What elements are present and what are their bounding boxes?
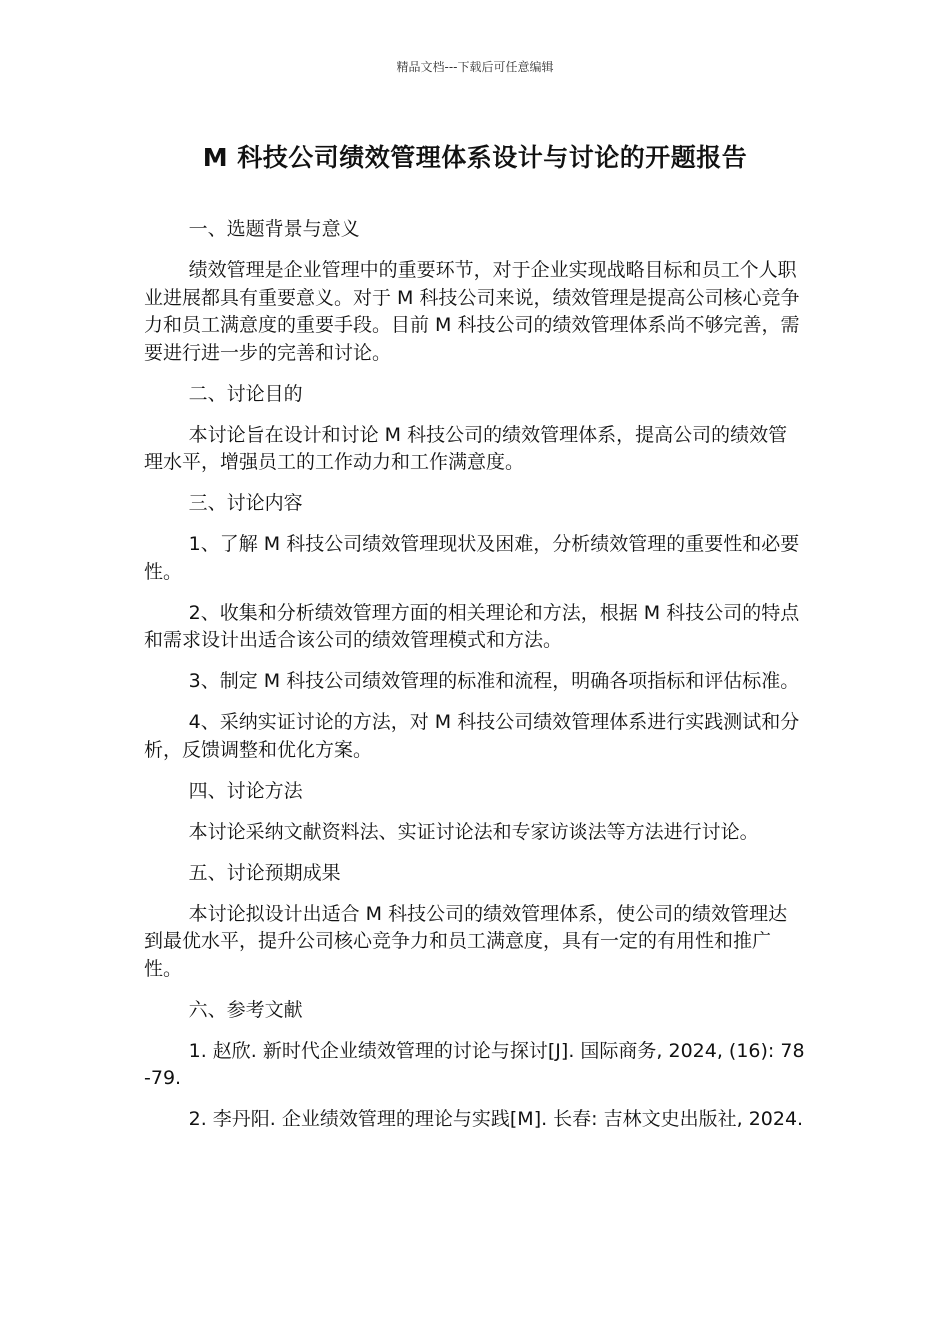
reference-1: 1. 赵欣. 新时代企业绩效管理的讨论与探讨[J]. 国际商务, 2024, (16): 78-79. bbox=[144, 1039, 805, 1089]
section-heading-outcomes: 五、讨论预期成果 bbox=[188, 861, 341, 884]
content-item-1: 1、了解 M 科技公司绩效管理现状及困难，分析绩效管理的重要性和必要性。 bbox=[144, 533, 800, 583]
section-heading-background: 一、选题背景与意义 bbox=[188, 218, 360, 240]
paragraph-method: 本讨论采纳文献资料法、实证讨论法和专家访谈法等方法进行讨论。 bbox=[188, 820, 759, 843]
paragraph-outcomes: 本讨论拟设计出适合 M 科技公司的绩效管理体系，使公司的绩效管理达到最优水平，提升公司核心竞争力和员工满意度，具有一定的有用性和推广性。 bbox=[144, 902, 788, 980]
document-body bbox=[144, 216, 806, 1147]
header-note: 精品文档---下载后可任意编辑 bbox=[396, 60, 554, 74]
content-item-2: 2、收集和分析绩效管理方面的相关理论和方法，根据 M 科技公司的特点和需求设计出适合该公司的绩效管理模式和方法。 bbox=[144, 601, 800, 651]
content-item-3: 3、制定 M 科技公司绩效管理的标准和流程，明确各项指标和评估标准。 bbox=[188, 670, 800, 692]
document-title: M 科技公司绩效管理体系设计与讨论的开题报告 bbox=[202, 143, 748, 172]
section-heading-references: 六、参考文献 bbox=[188, 998, 303, 1021]
content-item-4: 4、采纳实证讨论的方法，对 M 科技公司绩效管理体系进行实践测试和分析，反馈调整和优化方案。 bbox=[144, 711, 800, 761]
section-heading-purpose: 二、讨论目的 bbox=[188, 382, 303, 405]
section-heading-method: 四、讨论方法 bbox=[188, 779, 303, 802]
paragraph-purpose: 本讨论旨在设计和讨论 M 科技公司的绩效管理体系，提高公司的绩效管理水平，增强员工的工作动力和工作满意度。 bbox=[144, 423, 788, 473]
section-heading-content: 三、讨论内容 bbox=[188, 492, 303, 514]
paragraph-background: 绩效管理是企业管理中的重要环节，对于企业实现战略目标和员工个人职业进展都具有重要意义。对于 M 科技公司来说，绩效管理是提高公司核心竞争力和员工满意度的重要手段。目前 M 科技公司的绩效管理体系尚不够完善，需要进行进一步的完善和讨论。 bbox=[144, 259, 800, 364]
reference-2: 2. 李丹阳. 企业绩效管理的理论与实践[M]. 长春: 吉林文史出版社, 2024. bbox=[188, 1108, 804, 1130]
